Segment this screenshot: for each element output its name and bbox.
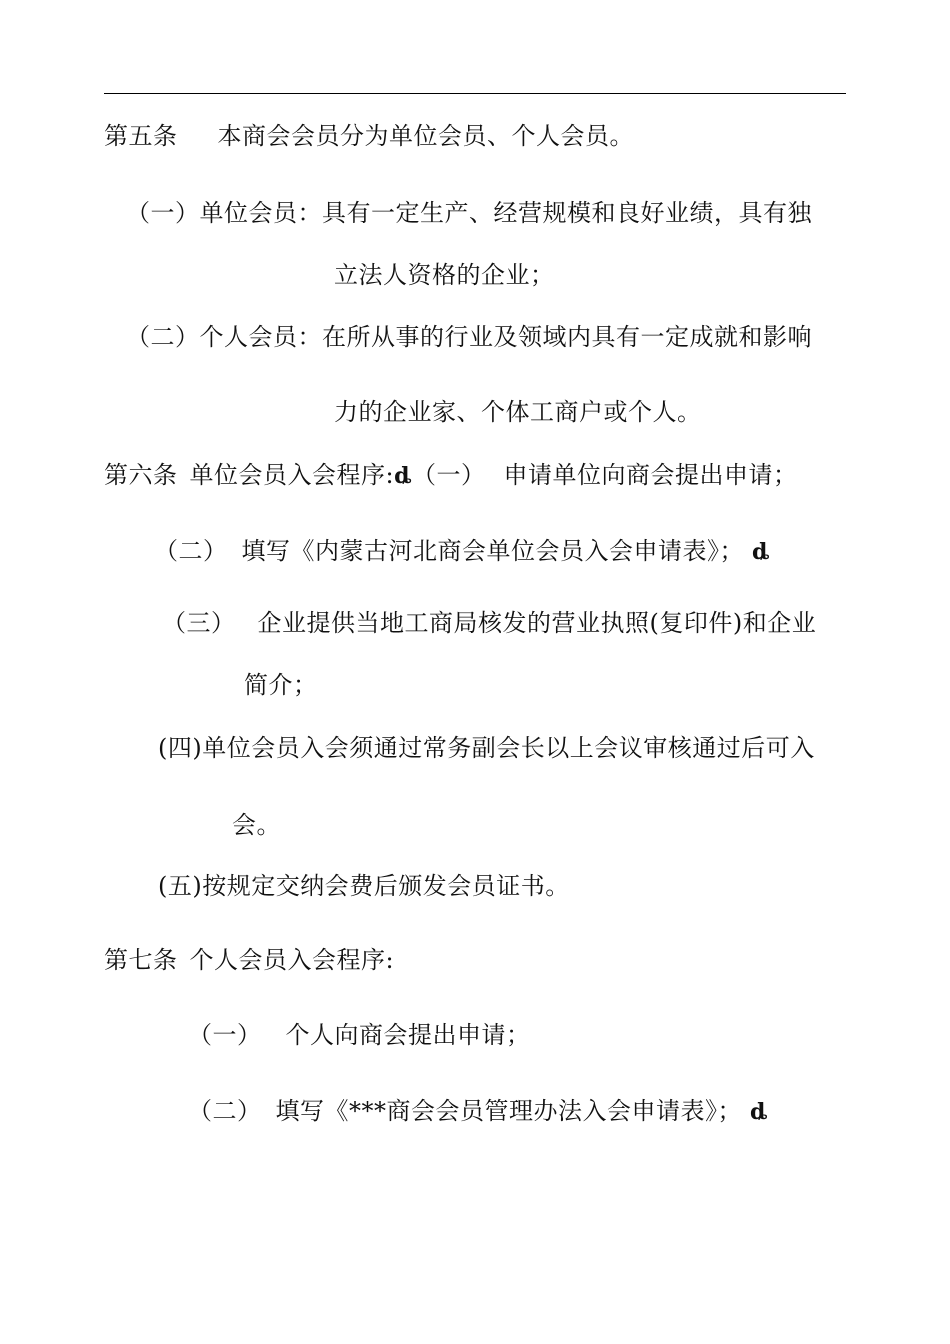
article5-item1-line1: （一）单位会员：具有一定生产、经营规模和良好业绩，具有独 [126, 199, 812, 227]
article7-line [104, 944, 394, 976]
article6-item4-line2: 会。 [232, 811, 281, 839]
article6-item1-text: 申请单位向商会提出申请； [503, 461, 798, 489]
article5-line [104, 120, 634, 152]
article6-item4-line1: (四)单位会员入会须通过常务副会长以上会议审核通过后可入 [158, 734, 815, 762]
article5-item2-line1: （二）个人会员：在所从事的行业及领域内具有一定成就和影响 [126, 323, 812, 351]
article6-item2-mark: ȡ [752, 539, 770, 565]
article7-item2-number: （二） [188, 1097, 262, 1125]
article5-text: 本商会会员分为单位会员、个人会员。 [217, 122, 634, 150]
article5-item1-line2: 立法人资格的企业； [334, 261, 555, 289]
article7-item1-line [188, 1019, 531, 1051]
article6-item1-number: （一） [412, 461, 486, 489]
article6-item3-text: 企业提供当地工商局核发的营业执照(复印件)和企业 [257, 609, 817, 637]
article7-item2-mark: ȡ [750, 1099, 768, 1125]
article7-heading: 第七条 [104, 946, 178, 974]
article7-intro: 个人会员入会程序: [189, 946, 395, 974]
article6-item3-number: （三） [162, 609, 236, 637]
article7-item1-number: （一） [188, 1021, 262, 1049]
article7-item1-text: 个人向商会提出申请； [285, 1021, 531, 1049]
article6-item3-line1 [162, 607, 816, 639]
article6-mark: ȡ [394, 463, 412, 489]
article6-item2-text: 填写《内蒙古河北商会单位会员入会申请表》； [241, 537, 744, 565]
article5-item2-line2: 力的企业家、个体工商户或个人。 [334, 398, 702, 426]
article7-item2-text: 填写《***商会会员管理办法入会申请表》； [275, 1097, 742, 1125]
header-rule [104, 93, 846, 94]
article6-line [104, 459, 798, 492]
article6-item3-line2: 简介； [244, 671, 318, 699]
article6-item2-line [154, 535, 770, 568]
article6-item5: (五)按规定交纳会费后颁发会员证书。 [158, 872, 570, 900]
article5-heading: 第五条 [104, 122, 178, 150]
article6-heading: 第六条 [104, 461, 178, 489]
article6-intro: 单位会员入会程序: [189, 461, 395, 489]
article6-item2-number: （二） [154, 537, 228, 565]
article7-item2-line [188, 1095, 768, 1128]
